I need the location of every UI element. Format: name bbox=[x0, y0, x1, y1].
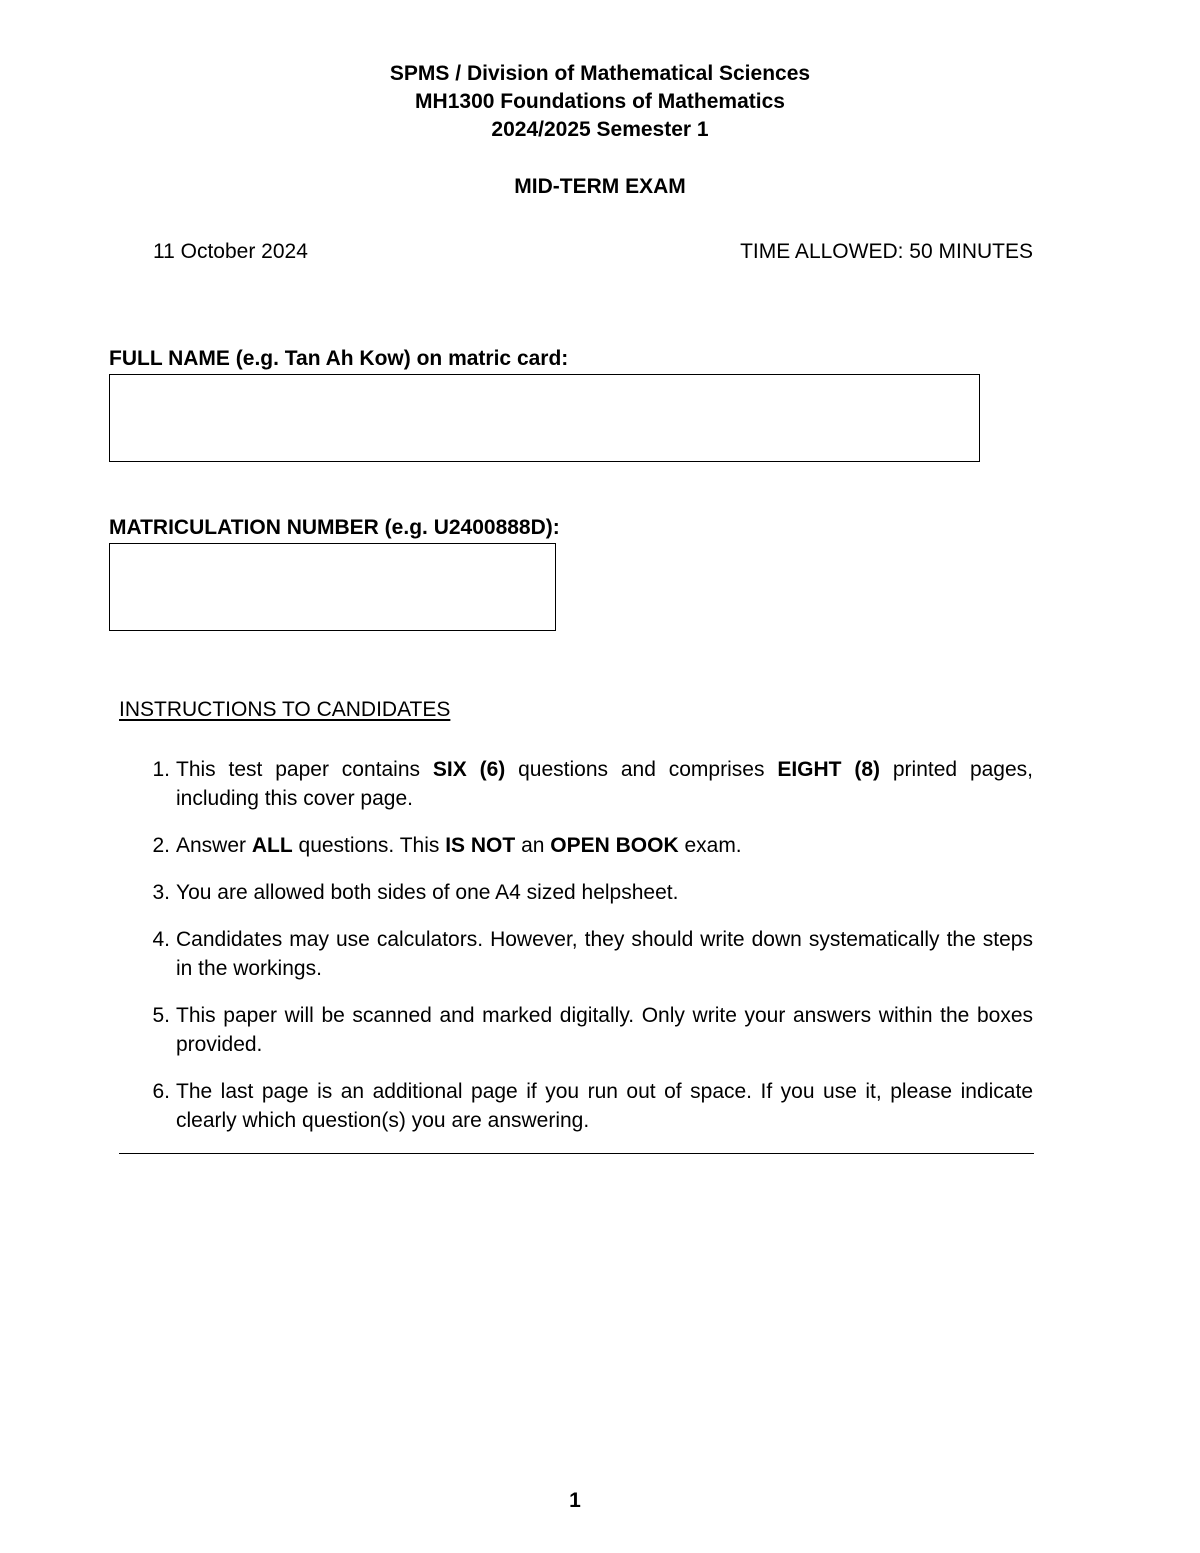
full-name-box[interactable] bbox=[109, 374, 980, 462]
instruction-text bbox=[176, 1001, 1033, 1059]
instruction-segment: You are allowed both sides of one A4 sized helpsheet. bbox=[176, 881, 679, 904]
instruction-emphasis: SIX (6) bbox=[432, 758, 506, 781]
instruction-emphasis: OPEN BOOK bbox=[550, 834, 679, 857]
instruction-number: 3. bbox=[152, 881, 170, 904]
instruction-segment: exam. bbox=[678, 834, 742, 857]
matric-number-box[interactable] bbox=[109, 543, 556, 631]
instruction-number: 2. bbox=[152, 834, 170, 857]
term-title: 2024/2025 Semester 1 bbox=[491, 118, 709, 141]
department-title: SPMS / Division of Mathematical Sciences bbox=[389, 62, 811, 85]
full-name-label: FULL NAME (e.g. Tan Ah Kow) on matric card: bbox=[109, 347, 569, 370]
section-divider bbox=[119, 1153, 1034, 1154]
time-allowed: TIME ALLOWED: 50 MINUTES bbox=[740, 240, 1033, 263]
instruction-emphasis: IS NOT bbox=[445, 834, 516, 857]
instruction-number: 6. bbox=[152, 1080, 170, 1103]
matric-number-label: MATRICULATION NUMBER (e.g. U2400888D): bbox=[109, 516, 560, 539]
instruction-text bbox=[176, 1077, 1033, 1135]
instruction-number: 5. bbox=[152, 1004, 170, 1027]
instruction-segment: questions and comprises bbox=[505, 758, 778, 781]
instruction-text bbox=[176, 831, 1033, 860]
instructions-heading: INSTRUCTIONS TO CANDIDATES bbox=[119, 698, 451, 721]
instruction-emphasis: EIGHT (8) bbox=[777, 758, 881, 781]
instruction-segment: Answer bbox=[176, 834, 252, 857]
instruction-segment: an bbox=[515, 834, 551, 857]
exam-date: 11 October 2024 bbox=[153, 240, 308, 263]
instruction-segment: This test paper contains bbox=[176, 758, 433, 781]
instruction-segment: questions. This bbox=[292, 834, 446, 857]
instruction-segment: printed pages, including this cover page. bbox=[176, 758, 1033, 810]
instruction-segment: This paper will be scanned and marked digitally. Only write your answers within the boxes provided. bbox=[176, 1004, 1033, 1056]
instruction-text bbox=[176, 925, 1033, 983]
instruction-emphasis: ALL bbox=[251, 834, 293, 857]
instruction-number: 1. bbox=[152, 758, 170, 781]
exam-title: MID-TERM EXAM bbox=[514, 175, 686, 198]
instruction-text bbox=[176, 755, 1033, 813]
instruction-segment: Candidates may use calculators. However, they should write down systematically the steps in the workings. bbox=[176, 928, 1033, 980]
instruction-number: 4. bbox=[152, 928, 170, 951]
page-number: 1 bbox=[569, 1489, 581, 1512]
course-title: MH1300 Foundations of Mathematics bbox=[415, 90, 785, 113]
instruction-segment: The last page is an additional page if you run out of space. If you use it, please indicate clearly which question(s) you are answering. bbox=[176, 1080, 1033, 1132]
instruction-text bbox=[176, 878, 1033, 907]
